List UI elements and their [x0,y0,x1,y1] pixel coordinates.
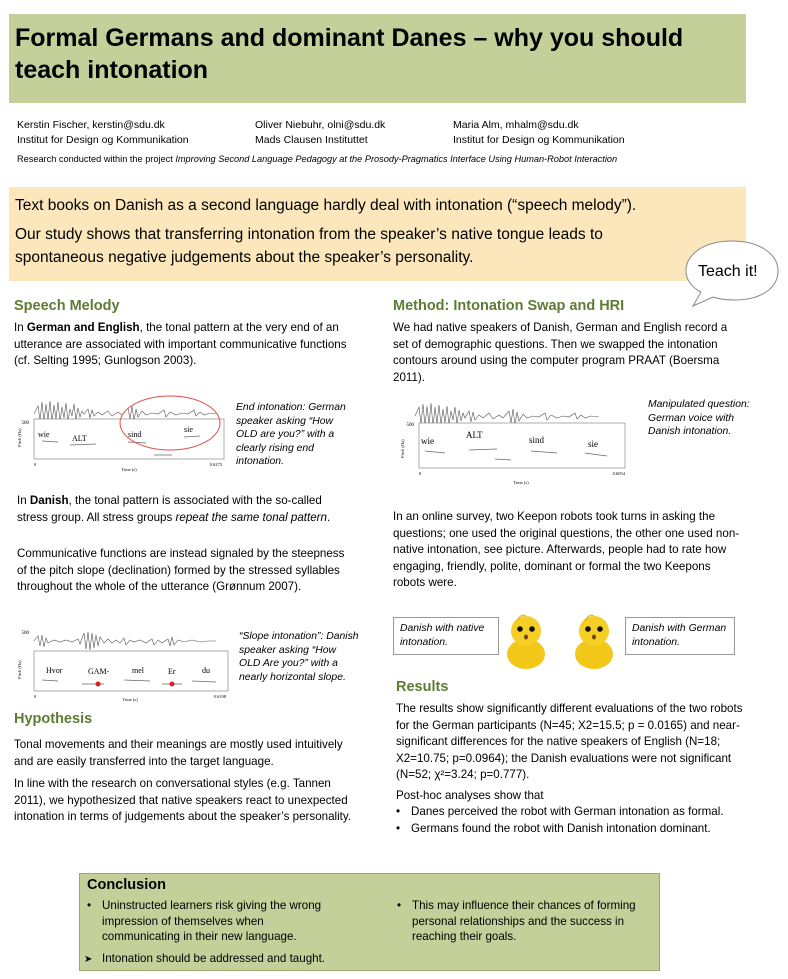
author-1-affiliation: Institut for Design og Kommunikation [17,134,189,146]
author-1 [17,118,189,148]
fig1-word-1: wie [38,430,50,439]
method-heading: Method: Intonation Swap and HRI [393,298,625,314]
hypothesis-p2: In line with the research on conversational styles (e.g. Tannen 2011), we hypothesized that native speakers react to unexpected intonation in terms of judgements about the speaker’s personality. [14,777,352,823]
author-3-affiliation: Institut for Design og Kommunikation [453,134,625,146]
conclusion-right-list [394,898,649,945]
conclusion-right-bullet: • This may influence their chances of forming personal relationships and the success in reaching their goals. [394,898,649,945]
stress-dot-2 [170,682,175,687]
fig2-ylabel: Pitch (Hz) [17,660,22,679]
pitch-figure-2 [12,624,234,706]
robot-right-caption: Danish with German intonation. [625,617,735,655]
conclusion-left-bullet: • Uninstructed learners risk giving the wrong impression of themselves when communicating in their new language. [84,898,334,945]
fig2-word-3: mel [132,666,144,675]
fig2-word-4: Er [168,667,176,676]
conclusion-left-list [84,898,334,945]
pitch-figure-3 [393,396,643,488]
keepon-robot-left [505,612,547,670]
robot-left-caption: Danish with native intonation. [393,617,499,655]
p1-bold: German and English [26,321,140,334]
fig1-word-4: sie [184,425,193,434]
p1-pre: In [14,321,27,334]
results-bullets [393,804,748,837]
fig3-xend: 0.6054 [612,471,625,476]
conclusion-arrow-text: Intonation should be addressed and taught. [102,952,326,965]
method-p1: We had native speakers of Danish, German and English record a set of demographic questions. Then we swapped the intonation contours around using the computer program PRAAT (Boersma 2011). [393,321,728,384]
results-bullet-1: • Danes perceived the robot with German intonation as formal. [393,804,748,821]
hypothesis-heading: Hypothesis [14,711,93,727]
p2-end: . [326,510,331,524]
author-2-contact: Oliver Niebuhr, olni@sdu.dk [255,119,386,131]
fig1-x0: 0 [34,462,37,467]
speech-melody-p1 [14,320,354,370]
results-bullet-2: • Germans found the robot with Danish intonation dominant. [393,821,748,838]
fig3-ytick: 500 [406,423,414,428]
fig1-xend: 0.6275 [209,462,222,467]
fig3-word-1: wie [421,436,434,446]
project-note [17,154,617,164]
speech-melody-p3: Communicative functions are instead signaled by the steepness of the pitch slope (declination) formed by the stressed syllables throughout the whole of the utterance (Grønnum 2007). [17,547,345,593]
fig2-word-1: Hvor [46,666,63,675]
fig1-xlabel: Time (s) [121,467,137,472]
p2-italic: repeat the same tonal pattern [175,510,327,524]
fig1-word-2: ALT [72,434,87,443]
p2-mid: , the tonal pattern is associated with the so-called stress group. All stress groups [17,494,322,524]
speech-melody-heading: Speech Melody [14,298,120,314]
project-prefix: Research conducted within the project [17,154,176,164]
fig2-xend: 0.6198 [213,694,226,699]
results-p2: Post-hoc analyses show that [396,789,544,802]
pitch-figure-1 [12,392,232,476]
poster-title: Formal Germans and dominant Danes – why you should teach intonation [15,24,684,84]
author-3-contact: Maria Alm, mhalm@sdu.dk [453,119,579,131]
fig1-ytick: 500 [21,421,29,426]
fig3-ylabel: Pitch (Hz) [400,439,405,458]
p2-pre: In [17,494,30,507]
fig2-word-5: du [202,666,210,675]
p2-bold: Danish [29,494,69,507]
fig3-xlabel: Time (s) [513,480,529,485]
method-p2: In an online survey, two Keepon robots took turns in asking the questions; one used the original questions, the other one used non-native intonation, see picture. Afterwards, people had to rate how engaging, friendly, polite, dominant or formal the two Keepons robots were. [393,510,740,589]
keepon-robot-right [573,612,615,670]
hypothesis-p1: Tonal movements and their meanings are mostly used intuitively and are easily transferred into the target language. [14,738,343,768]
fig3-word-3: sind [529,435,545,445]
results-heading: Results [396,679,449,695]
arrow-icon: ➤ [84,954,93,965]
fig2-ytick: 500 [21,631,29,636]
author-1-contact: Kerstin Fischer, kerstin@sdu.dk [17,119,165,131]
fig2-caption: “Slope intonation”: Danish speaker asking “How OLD Are you?” with a nearly horizontal slope. [239,631,359,683]
intro-line-1: Text books on Danish as a second language hardly deal with intonation (“speech melody”). [15,197,637,214]
author-2 [255,118,385,148]
speech-melody-p2 [17,493,347,526]
fig1-word-3: sind [128,430,142,439]
fig3-word-2: ALT [466,430,483,440]
fig3-x0: 0 [419,471,422,476]
p1-post: , the tonal pattern at the very end of an utterance are associated with important communicative functions (cf. Selting 1995; Gunlogson 2003). [14,321,347,367]
fig2-x0: 0 [34,694,37,699]
results-p1: The results show significantly different evaluations of the two robots for the German participants (N=45; X2=15.5; p = 0.0165) and near-significant differences for the native speakers of English (N=18; X2=10.75; p=0.0964); the Danish evaluations were not significant (N=52; χ²=3.24; p=0.777). [396,702,743,781]
fig2-word-2: GAM- [88,667,110,676]
conclusion-heading: Conclusion [87,877,166,893]
bubble-text: Teach it! [698,263,758,280]
fig1-ylabel: Pitch (Hz) [17,428,22,447]
intro-line-3: spontaneous negative judgements about the speaker’s personality. [15,249,474,266]
project-name: Improving Second Language Pedagogy at the Prosody-Pragmatics Interface Using Human-Robot Interaction [175,154,618,164]
intro-line-2: Our study shows that transferring intonation from the speaker’s native tongue leads to [15,226,603,243]
stress-dot-1 [96,682,101,687]
conclusion-arrow-item [84,951,374,968]
fig3-caption: Manipulated question: German voice with Danish intonation. [648,399,750,437]
fig1-caption: End intonation: German speaker asking “How OLD are you?” with a clearly rising end intonation. [236,402,346,467]
fig3-word-4: sie [588,439,598,449]
author-2-affiliation: Mads Clausen Instituttet [255,134,368,146]
fig2-xlabel: Time (s) [122,697,138,702]
author-3 [453,118,625,148]
